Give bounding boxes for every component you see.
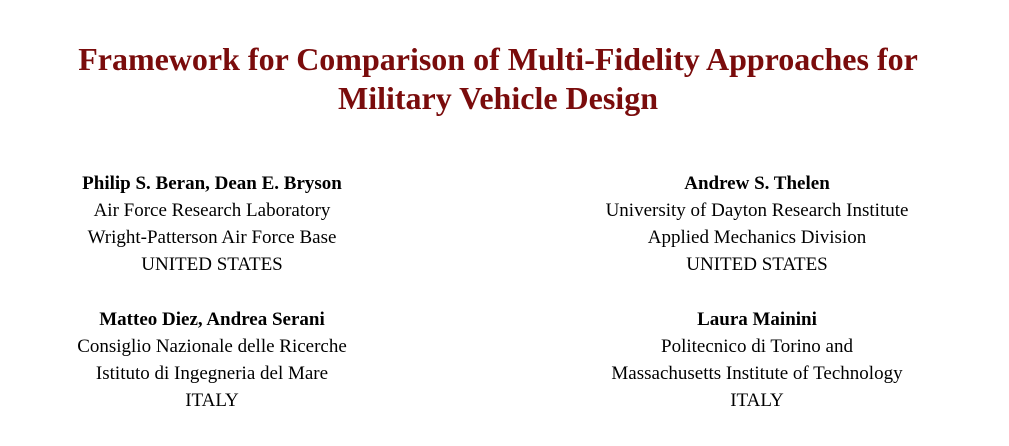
- affiliation-line: Air Force Research Laboratory: [93, 200, 331, 221]
- affiliation-line: Consiglio Nazionale delle Ricerche: [77, 336, 347, 357]
- paper-title: [0, 40, 996, 118]
- author-block-thelen: [547, 170, 967, 278]
- affiliation-line: University of Dayton Research Institute: [605, 200, 909, 221]
- author-names: Philip S. Beran, Dean E. Bryson: [82, 173, 342, 194]
- affiliation-line: Wright-Patterson Air Force Base: [87, 227, 337, 248]
- affiliation-line: Istituto di Ingegneria del Mare: [95, 363, 329, 384]
- affiliation-line: Massachusetts Institute of Technology: [611, 363, 903, 384]
- affiliation-line: Applied Mechanics Division: [647, 227, 867, 248]
- author-names: Laura Mainini: [697, 309, 817, 330]
- author-block-mainini: [547, 306, 967, 414]
- author-block-diez-serani: [2, 306, 422, 414]
- affiliation-line: Politecnico di Torino and: [661, 336, 853, 357]
- author-block-beran-bryson: [2, 170, 422, 278]
- title-line-2: Military Vehicle Design: [338, 80, 658, 116]
- author-names: Matteo Diez, Andrea Serani: [99, 309, 325, 330]
- title-line-1: Framework for Comparison of Multi-Fidelity Approaches for: [78, 41, 918, 77]
- affiliation-country: ITALY: [185, 390, 239, 411]
- author-names: Andrew S. Thelen: [684, 173, 830, 194]
- affiliation-country: ITALY: [730, 390, 784, 411]
- affiliation-country: UNITED STATES: [141, 254, 283, 275]
- affiliation-country: UNITED STATES: [686, 254, 828, 275]
